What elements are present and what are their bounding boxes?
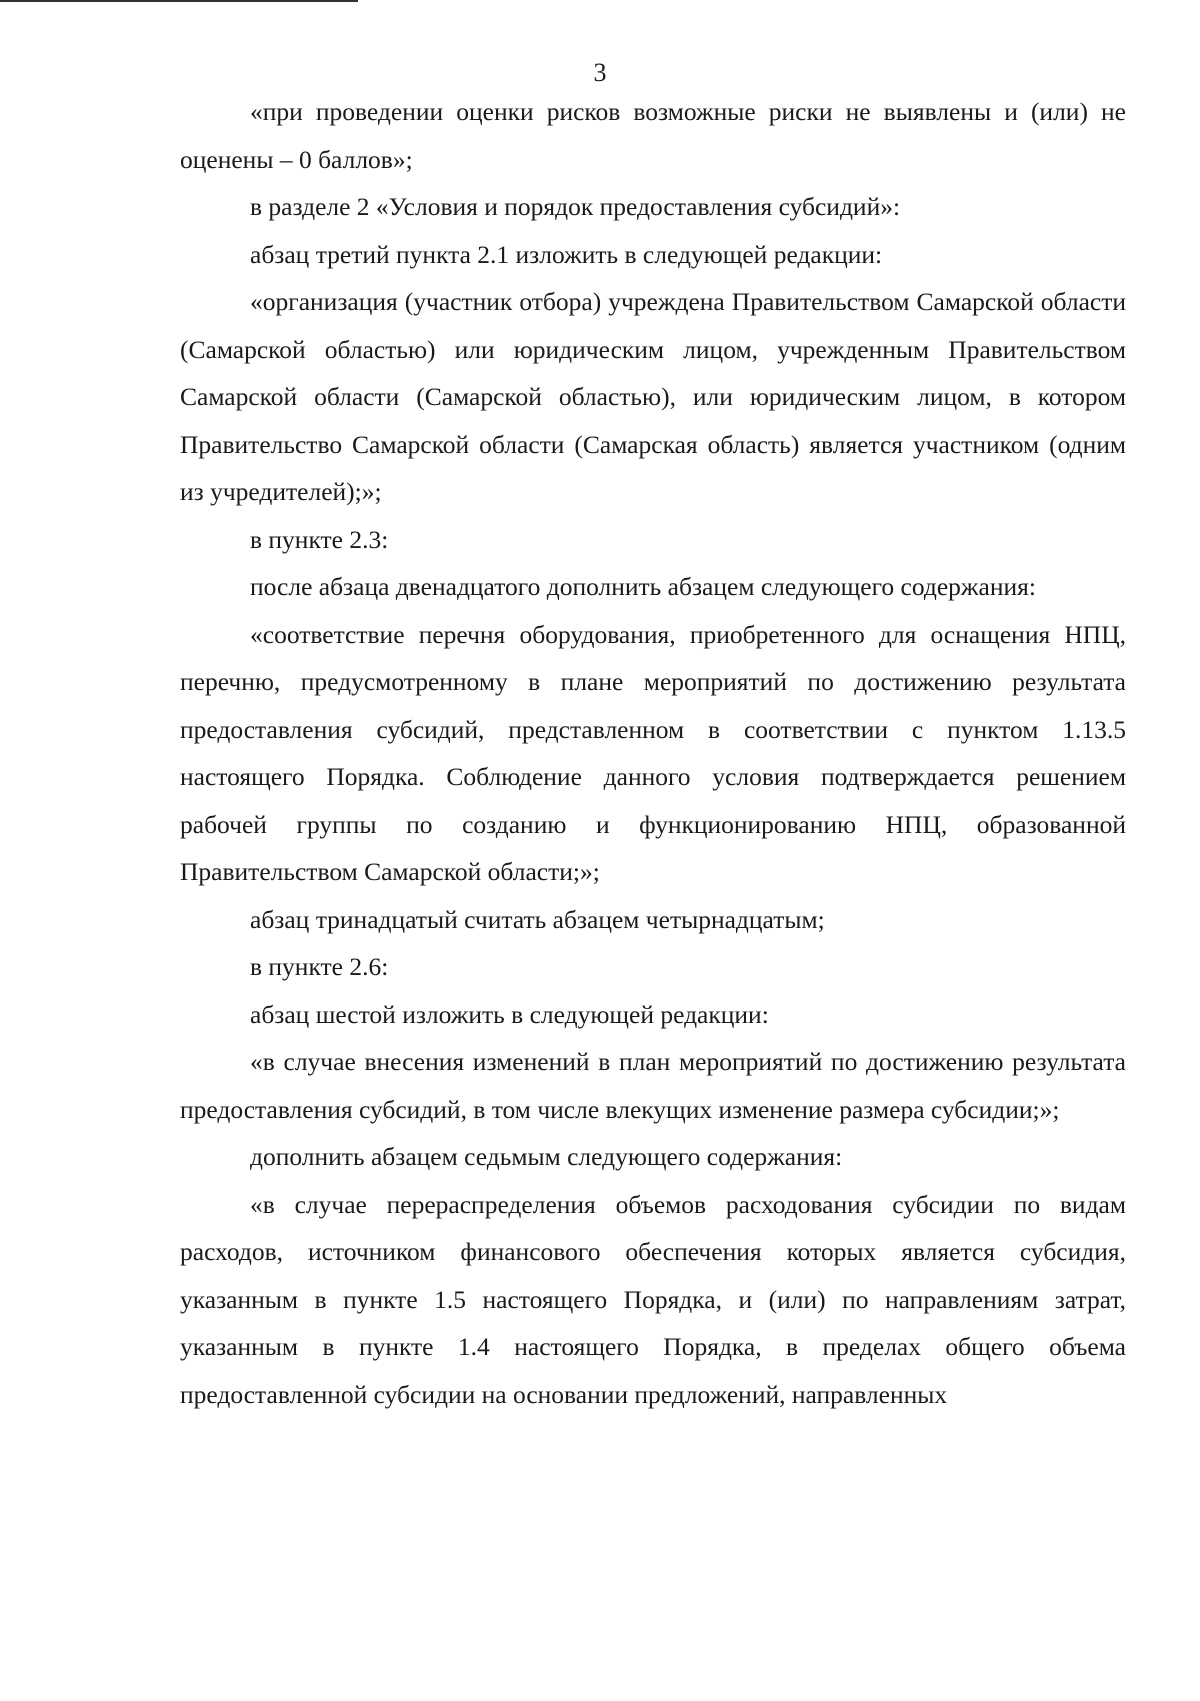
paragraph-equipment-list: «соответствие перечня оборудования, приобретенного для оснащения НПЦ, перечню, предусмотренному в плане мероприятий по достижению результата предоставления субсидий, представленном в соответствии с пунктом 1.13.5 настоящего Порядка. Соблюдение данного условия подтверждается решением рабочей группы по созданию и функционированию НПЦ, образованной Правительством Самарской области;»;	[180, 619, 1126, 886]
paragraph-clause-2-3: в пункте 2.3:	[250, 524, 389, 554]
paragraph-plan-changes: «в случае внесения изменений в план мероприятий по достижению результата предоставления субсидий, в том числе влекущих изменение размера субсидии;»;	[180, 1047, 1126, 1124]
top-border-line	[0, 0, 358, 2]
paragraph-add-seventh: дополнить абзацем седьмым следующего содержания:	[250, 1142, 843, 1171]
paragraph-after-twelfth: после абзаца двенадцатого дополнить абзацем следующего содержания:	[250, 572, 1036, 601]
document-body	[180, 88, 1126, 1418]
page-number: 3	[593, 58, 607, 87]
paragraph-risk-assessment: «при проведении оценки рисков возможные риски не выявлены и (или) не оценены – 0 баллов»;	[180, 97, 1126, 174]
paragraph-clause-2-6: в пункте 2.6:	[250, 952, 389, 981]
paragraph-clause-2-1: абзац третий пункта 2.1 изложить в следующей редакции:	[250, 239, 883, 269]
paragraph-redistribution: «в случае перераспределения объемов расходования субсидии по видам расходов, источником финансового обеспечения которых является субсидия, указанным в пункте 1.5 настоящего Порядка, и (или) по направлениям затрат, указанным в пункте 1.4 настоящего Порядка, в пределах общего объема предоставленной субсидии на основании предложений, направленных	[180, 1189, 1126, 1409]
paragraph-organization-founded: «организация (участник отбора) учреждена Правительством Самарской области (Самарской областью) или юридическим лицом, учрежденным Правительством Самарской области (Самарской областью), или юридическим лицом, в котором Правительство Самарской области (Самарская область) является участником (одним из учредителей);»;	[180, 287, 1126, 506]
paragraph-sixth-edition: абзац шестой изложить в следующей редакции:	[250, 999, 769, 1029]
paragraph-section-2-heading: в разделе 2 «Условия и порядок предоставления субсидий»:	[250, 192, 901, 221]
paragraph-thirteenth-renumber: абзац тринадцатый считать абзацем четырнадцатым;	[250, 904, 825, 934]
